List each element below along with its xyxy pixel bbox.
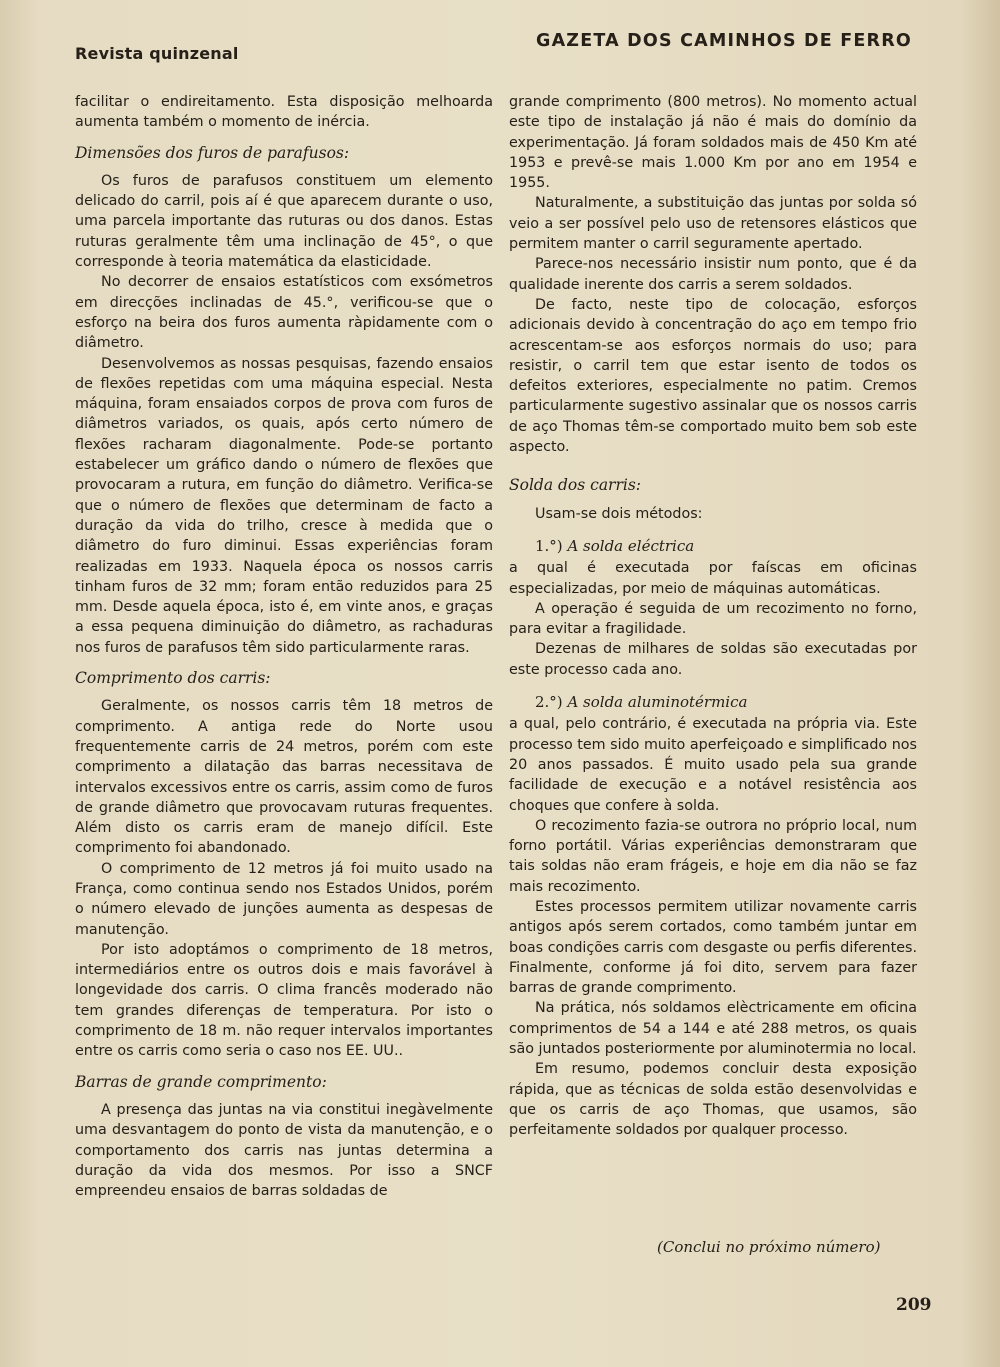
paragraph: Na prática, nós soldamos elèctricamente em oficina comprimentos de 54 a 144 e até 288 metros, os quais são juntados posteriormente por aluminotermia no local. xyxy=(509,1000,917,1058)
left-column xyxy=(75,92,493,1201)
header-magazine-title: GAZETA DOS CAMINHOS DE FERRO xyxy=(536,31,912,51)
section-heading-rail-length: Comprimento dos carris: xyxy=(75,669,271,688)
paragraph: Desenvolvemos as nossas pesquisas, fazendo ensaios de flexões repetidas com uma máquina especial. Nesta máquina, foram ensaiados corpos de prova com furos de diâmetros variados, os quais, após certo número de flexões racharam diagonalmente. Pode-se portanto estabelecer um gráfico dando o número de flexões que provocaram a rutura, em função do diâmetro. Verifica-se que o número de flexões que determinam de facto a duração da vida do trilho, cresce à medida que o diâmetro do furo diminui. Essas experiências foram realizadas em 1933. Naquela época os nossos carris tinham furos de 32 mm; foram então reduzidos para 25 mm. Desde aquela época, isto é, em vinte anos, e graças a essa pequena diminuição do diâmetro, as rachaduras nos furos de parafusos têm sido particularmente raras. xyxy=(75,355,493,656)
page-number: 209 xyxy=(896,1295,932,1315)
section-heading-rail-welding: Solda dos carris: xyxy=(509,476,642,495)
section-heading-screw-holes: Dimensões dos furos de parafusos: xyxy=(75,143,350,162)
paragraph: A operação é seguida de um recozimento no forno, para evitar a fragilidade. xyxy=(509,600,917,638)
paragraph: Parece-nos necessário insistir num ponto, que é da qualidade inerente dos carris a serem soldados. xyxy=(509,256,917,293)
method-title: A solda aluminotérmica xyxy=(567,693,748,712)
paragraph: De facto, neste tipo de colocação, esforços adicionais devido à concentração do aço em tempo frio acrescentam-se aos esforços normais do uso; para resistir, o carril tem que estar isento de todos os defeitos exteriores, especialmente no patim. Cremos particularmente sugestivo assinalar que os nossos carris de aço Thomas têm-se comportado muito bem sob este aspecto. xyxy=(509,296,917,456)
paragraph: Por isto adoptámos o comprimento de 18 metros, intermediários entre os outros dois e mais favorável à longevidade dos carris. O clima francês moderado não tem grandes diferenças de temperatura. Por isto o comprimento de 18 m. não requer intervalos importantes entre os carris como seria o caso nos EE. UU.. xyxy=(75,941,493,1060)
method-title: A solda eléctrica xyxy=(567,536,695,555)
paragraph: Geralmente, os nossos carris têm 18 metros de comprimento. A antiga rede do Norte usou frequentemente carris de 24 metros, porém com este comprimento a dilatação das barras necessitava de intervalos excessivos entre os carris, assim como de furos de grande diâmetro que provocavam ruturas frequentes. Além disto os carris eram de manejo difícil. Este comprimento foi abandonado. xyxy=(75,698,493,857)
paragraph: Em resumo, podemos concluir desta exposição rápida, que as técnicas de solda estão desenvolvidas e que os carris de aço Thomas, que usamos, são perfeitamente soldados por qualquer processo. xyxy=(509,1061,917,1139)
paragraph: Dezenas de milhares de soldas são executadas por este processo cada ano. xyxy=(509,641,917,678)
paragraph: O comprimento de 12 metros já foi muito usado na França, como continua sendo nos Estados Unidos, porém o número elevado de junções aumenta as despesas de manutenção. xyxy=(75,860,493,938)
paragraph: grande comprimento (800 metros). No momento actual este tipo de instalação já não é mais do domínio da experimentação. Já foram soldados mais de 450 Km até 1953 e prevê-se mais 1.000 Km por ano em 1954 e 1955. xyxy=(509,94,917,192)
paragraph: Os furos de parafusos constituem um elemento delicado do carril, pois aí é que aparecem durante o uso, uma parcela importante das ruturas ou dos danos. Estas ruturas geralmente têm uma inclinação de 45°, o que corresponde à teoria matemática da elasticidade. xyxy=(75,172,493,271)
method-heading-aluminothermic xyxy=(509,692,917,712)
paragraph: No decorrer de ensaios estatísticos com exsómetros em direcções inclinadas de 45.°, verificou-se que o esforço na beira dos furos aumenta ràpidamente com o diâmetro. xyxy=(75,274,493,352)
paragraph: facilitar o endireitamento. Esta disposição melhoarda aumenta também o momento de inércia. xyxy=(75,94,493,131)
header-publication-frequency: Revista quinzenal xyxy=(75,44,239,63)
method-number: 1.°) xyxy=(535,536,563,555)
paragraph: a qual é executada por faíscas em oficinas especializadas, por meio de máquinas automáticas. xyxy=(509,560,917,597)
paragraph: Naturalmente, a substituição das juntas por solda só veio a ser possível pelo uso de retensores elásticos que permitem manter o carril seguramente apertado. xyxy=(509,195,917,253)
continuation-note: (Conclui no próximo número) xyxy=(657,1238,881,1256)
paragraph: A presença das juntas na via constitui inegàvelmente uma desvantagem do ponto de vista da manutenção, e o comportamento dos carris nas juntas determina a duração da vida dos mesmos. Por isso a SNCF empreendeu ensaios de barras soldadas de xyxy=(75,1101,493,1200)
paragraph: O recozimento fazia-se outrora no próprio local, num forno portátil. Várias experiências demonstraram que tais soldas não eram frágeis, e hoje em dia não se faz mais recozimento. xyxy=(509,817,917,895)
paragraph: a qual, pelo contrário, é executada na própria via. Este processo tem sido muito aperfeiçoado e simplificado nos 20 anos passados. É muito usado pela sua grande facilidade de execução e a notável resistência aos choques que confere à solda. xyxy=(509,716,917,814)
section-heading-long-bars: Barras de grande comprimento: xyxy=(75,1072,327,1091)
paragraph: Estes processos permitem utilizar novamente carris antigos após serem cortados, como também juntar em boas condições carris com desgaste ou perfis diferentes. Finalmente, conforme já foi dito, servem para fazer barras de grande comprimento. xyxy=(509,898,917,997)
right-column xyxy=(509,92,917,1141)
method-number: 2.°) xyxy=(535,693,563,712)
paragraph: Usam-se dois métodos: xyxy=(535,505,703,522)
method-heading-electric xyxy=(509,536,917,556)
